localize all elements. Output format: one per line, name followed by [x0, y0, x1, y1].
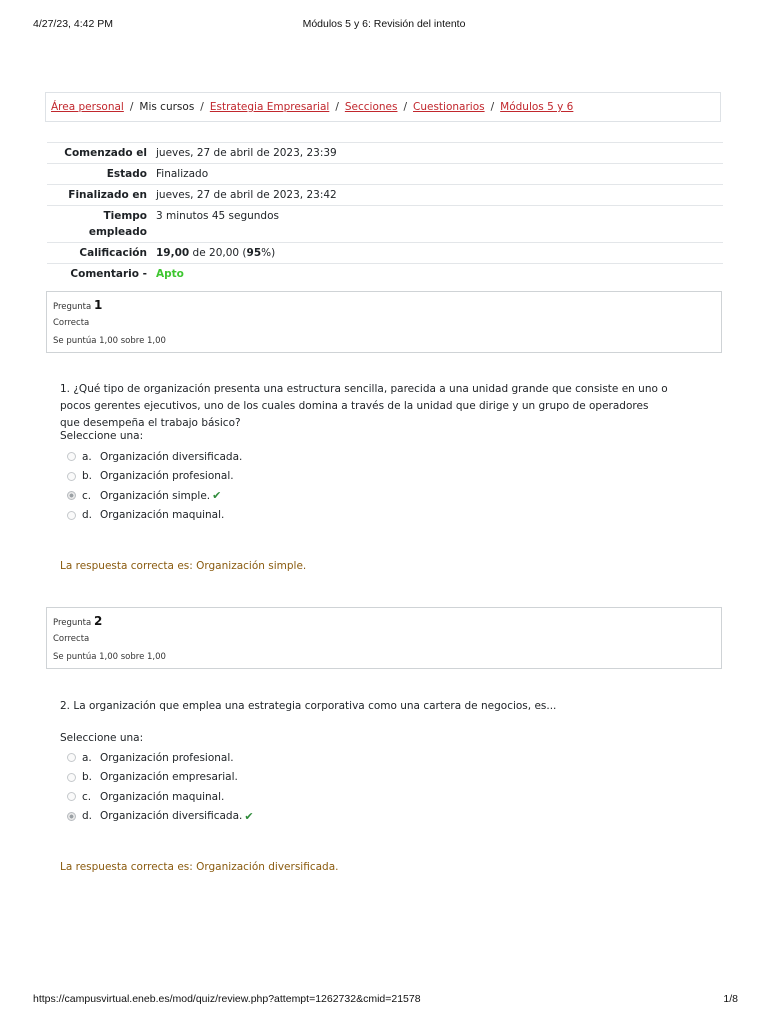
- started-value: jueves, 27 de abril de 2023, 23:39: [156, 147, 337, 159]
- radio-button-selected[interactable]: [67, 491, 76, 500]
- grade-value: [153, 243, 723, 264]
- breadcrumb-separator: /: [335, 101, 339, 113]
- time-label: [47, 206, 153, 243]
- question-info-1: [46, 291, 722, 353]
- question-number: [53, 298, 721, 314]
- grade-percent: 95: [246, 247, 262, 259]
- radio-button[interactable]: [67, 792, 76, 801]
- question-text-1: 1. ¿Qué tipo de organización presenta una estructura sencilla, parecida a una unidad grande que consiste en uno o pocos gerentes ejecutivos, uno de los cuales domina a través de la unidad que dirige y un grupo de operadores que desempeña el trabajo básico?: [60, 383, 668, 429]
- answer-letter: d.: [82, 509, 93, 522]
- breadcrumb-separator: /: [129, 101, 134, 113]
- question-prompt-2: Seleccione una:: [60, 732, 144, 744]
- question-prompt-1: Seleccione una:: [60, 430, 144, 442]
- breadcrumb: [45, 92, 721, 122]
- radio-button[interactable]: [67, 773, 76, 782]
- breadcrumb-area-personal[interactable]: Área personal: [51, 101, 124, 113]
- answer-text: Organización diversificada.: [100, 810, 243, 823]
- grade-label: Calificación: [79, 247, 147, 259]
- answer-letter: d.: [82, 810, 93, 823]
- summary-row-grade: [47, 243, 723, 264]
- finished-label: Finalizado en: [68, 189, 147, 201]
- answer-text: Organización profesional.: [100, 751, 234, 764]
- answer-letter: b.: [82, 470, 93, 483]
- answer-option-c[interactable]: [67, 787, 254, 807]
- comment-value: Apto: [156, 268, 184, 280]
- correct-answer-feedback-1: La respuesta correcta es: Organización simple.: [60, 560, 307, 572]
- answer-letter: a.: [82, 751, 92, 764]
- comment-label: Comentario -: [70, 268, 147, 280]
- print-url: https://campusvirtual.eneb.es/mod/quiz/review.php?attempt=1262732&cmid=21578: [33, 993, 421, 1005]
- question-text-2: 2. La organización que emplea una estrategia corporativa como una cartera de negocios, es...: [60, 700, 557, 712]
- attempt-summary-table: [47, 142, 723, 284]
- question-label: Pregunta: [53, 618, 92, 628]
- summary-row-time: [47, 206, 723, 243]
- answer-option-d[interactable]: [67, 807, 254, 827]
- breadcrumb-separator: /: [490, 101, 495, 113]
- answer-option-c[interactable]: [67, 486, 242, 506]
- summary-row-started: [47, 143, 723, 164]
- question-label: Pregunta: [53, 302, 92, 312]
- answer-letter: a.: [82, 450, 92, 463]
- breadcrumb-separator: /: [200, 101, 204, 113]
- breadcrumb-cuestionarios[interactable]: Cuestionarios: [413, 101, 485, 113]
- answer-text: Organización maquinal.: [100, 509, 225, 522]
- checkmark-icon: ✔: [212, 489, 222, 503]
- question-grade: Se puntúa 1,00 sobre 1,00: [53, 652, 166, 662]
- correct-answer-feedback-2: La respuesta correcta es: Organización diversificada.: [60, 861, 339, 873]
- answer-option-d[interactable]: [67, 506, 242, 526]
- started-label: Comenzado el: [64, 147, 147, 159]
- answer-letter: c.: [82, 790, 92, 803]
- answer-option-a[interactable]: [67, 447, 242, 467]
- question-state: Correcta: [53, 634, 90, 644]
- radio-button-selected[interactable]: [67, 812, 76, 821]
- grade-end: %): [261, 247, 276, 259]
- summary-row-comment: [47, 264, 723, 285]
- breadcrumb-course[interactable]: Estrategia Empresarial: [209, 101, 330, 113]
- breadcrumb-mis-cursos: Mis cursos: [139, 101, 195, 113]
- question-grade: Se puntúa 1,00 sobre 1,00: [53, 336, 166, 346]
- print-title: Módulos 5 y 6: Revisión del intento: [302, 18, 466, 30]
- checkmark-icon: ✔: [244, 809, 254, 823]
- breadcrumb-separator: /: [403, 101, 408, 113]
- radio-button[interactable]: [67, 472, 76, 481]
- summary-row-state: [47, 164, 723, 185]
- answer-text: Organización maquinal.: [100, 790, 225, 803]
- answer-list-2: [67, 748, 254, 826]
- finished-value: jueves, 27 de abril de 2023, 23:42: [156, 189, 337, 201]
- state-label: Estado: [106, 168, 147, 180]
- question-number-value: 2: [93, 614, 103, 628]
- question-info-2: [46, 607, 722, 669]
- breadcrumb-quiz[interactable]: Módulos 5 y 6: [500, 101, 574, 113]
- state-value: Finalizado: [156, 168, 209, 180]
- answer-text: Organización diversificada.: [100, 450, 243, 463]
- answer-letter: c.: [82, 489, 92, 502]
- grade-score: 19,00: [156, 247, 190, 259]
- radio-button[interactable]: [67, 511, 76, 520]
- question-number-value: 1: [93, 298, 103, 312]
- print-page-number: 1/8: [723, 993, 738, 1005]
- answer-option-b[interactable]: [67, 467, 242, 487]
- question-number: [53, 614, 721, 630]
- answer-text: Organización empresarial.: [100, 771, 238, 784]
- question-state: Correcta: [53, 318, 90, 328]
- time-label-line2: empleado: [88, 226, 147, 238]
- breadcrumb-secciones[interactable]: Secciones: [344, 101, 398, 113]
- answer-text: Organización simple.: [100, 489, 211, 502]
- summary-row-finished: [47, 185, 723, 206]
- time-label-line1: Tiempo: [103, 210, 147, 222]
- time-value: 3 minutos 45 segundos: [156, 210, 279, 222]
- answer-option-b[interactable]: [67, 768, 254, 788]
- answer-option-a[interactable]: [67, 748, 254, 768]
- print-datetime: 4/27/23, 4:42 PM: [33, 18, 113, 30]
- radio-button[interactable]: [67, 452, 76, 461]
- grade-of: de 20,00 (: [189, 247, 247, 259]
- radio-button[interactable]: [67, 753, 76, 762]
- answer-letter: b.: [82, 771, 93, 784]
- answer-list-1: [67, 447, 242, 525]
- answer-text: Organización profesional.: [100, 470, 234, 483]
